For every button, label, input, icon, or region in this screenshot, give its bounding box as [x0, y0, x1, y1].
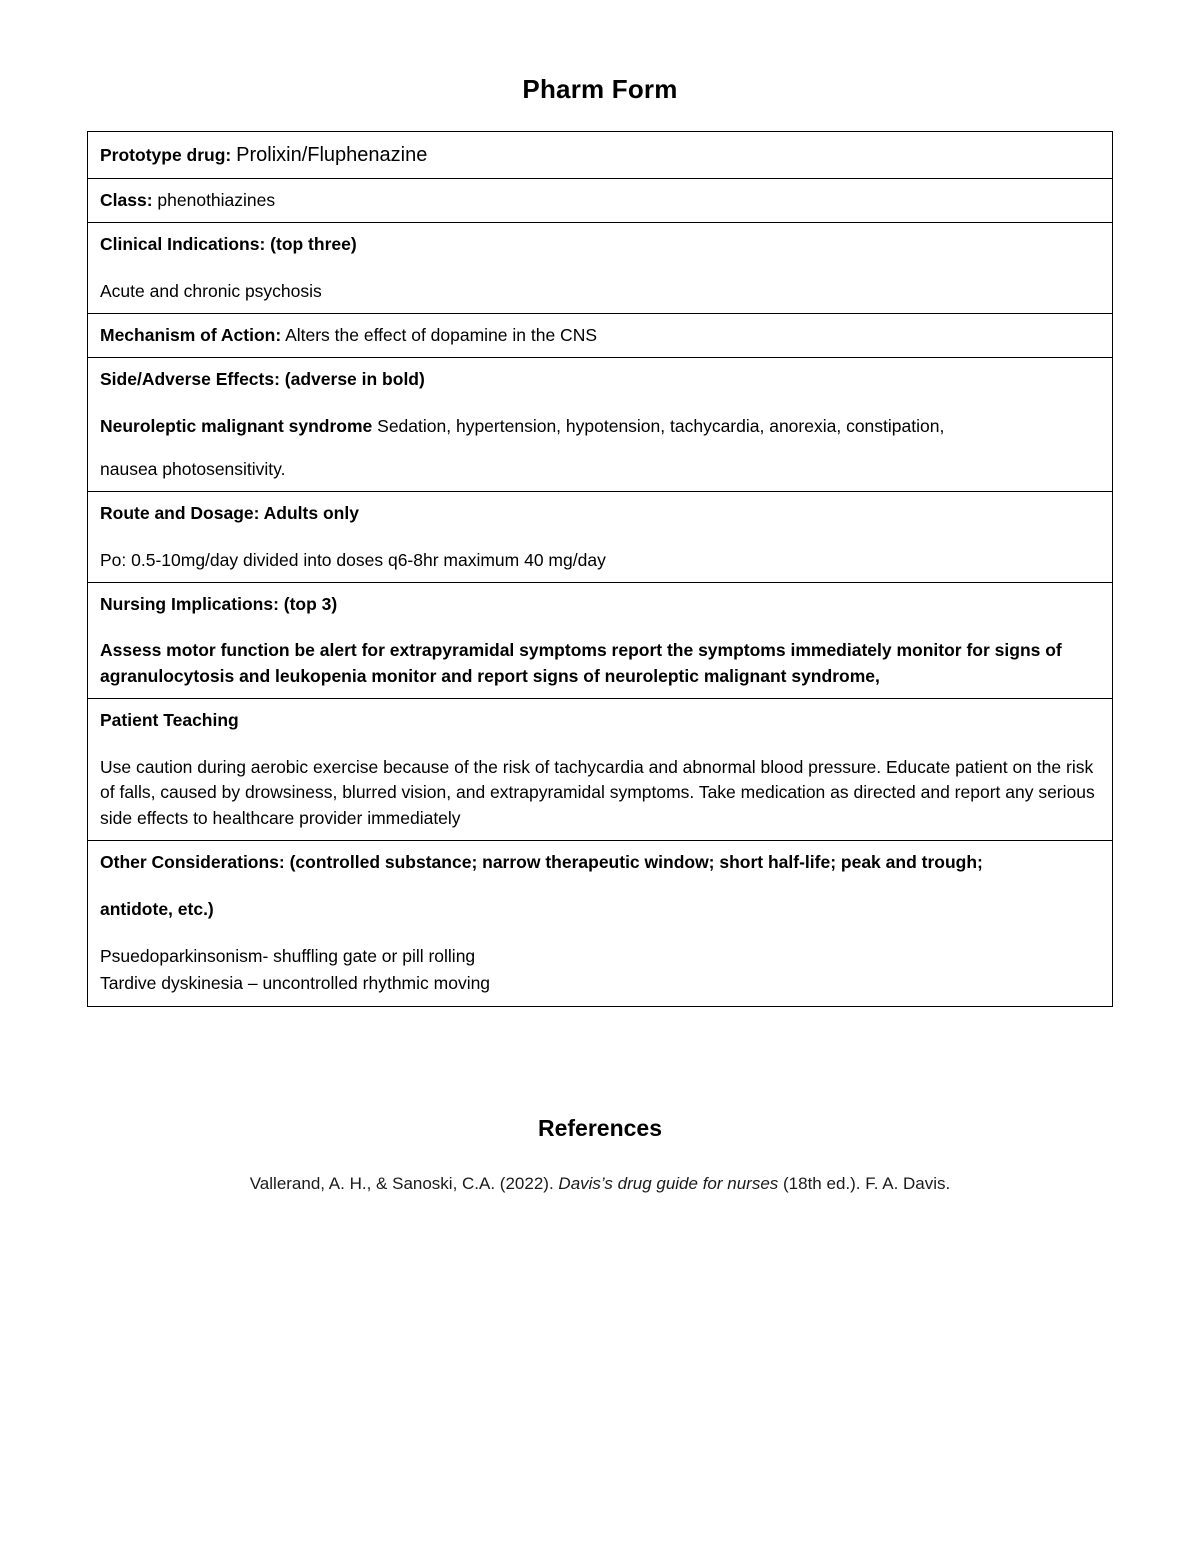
side-adverse-effects-text: Sedation, hypertension, hypotension, tachycardia, anorexia, constipation,: [377, 415, 945, 436]
table-row-prototype-drug: [88, 132, 1113, 179]
prototype-drug-value: Prolixin/Fluphenazine: [236, 144, 428, 166]
other-considerations-label-line2: antidote, etc.): [100, 898, 214, 919]
nursing-implications-value: Assess motor function be alert for extrapyramidal symptoms report the symptoms immediately monitor for signs of agranulocytosis and leukopenia monitor and report signs of neuroleptic malignant syndrome,: [100, 640, 1062, 686]
cell-class: [88, 179, 1113, 223]
references-citation: [72, 1174, 1128, 1194]
side-adverse-effects-value-line2: nausea photosensitivity.: [100, 458, 286, 479]
cell-nursing-implications: [88, 582, 1113, 699]
side-adverse-effects-value: [100, 414, 1100, 439]
table-row-clinical-indications: [88, 223, 1113, 314]
route-and-dosage-label: Route and Dosage: Adults only: [100, 502, 359, 523]
table-row-route-and-dosage: [88, 491, 1113, 582]
other-considerations-value-line2: Tardive dyskinesia – uncontrolled rhythmic moving: [100, 973, 491, 994]
side-adverse-effects-adverse-bold: Neuroleptic malignant syndrome: [100, 415, 373, 436]
mechanism-of-action-value: Alters the effect of dopamine in the CNS: [285, 324, 598, 345]
mechanism-of-action-label: Mechanism of Action:: [100, 324, 282, 345]
route-and-dosage-value: Po: 0.5-10mg/day divided into doses q6-8hr maximum 40 mg/day: [100, 549, 606, 570]
class-value: phenothiazines: [157, 190, 276, 211]
clinical-indications-value: Acute and chronic psychosis: [100, 281, 322, 302]
cell-mechanism-of-action: [88, 313, 1113, 357]
clinical-indications-label: Clinical Indications: (top three): [100, 234, 357, 255]
prototype-drug-label: Prototype drug:: [100, 145, 232, 165]
cell-route-and-dosage: [88, 491, 1113, 582]
table-row-other-considerations: [88, 841, 1113, 1006]
patient-teaching-label: Patient Teaching: [100, 710, 239, 731]
references-heading: References: [537, 1114, 663, 1141]
cell-side-adverse-effects: [88, 357, 1113, 491]
citation-authors-year: Vallerand, A. H., & Sanoski, C.A. (2022).: [249, 1173, 554, 1193]
table-row-mechanism-of-action: [88, 313, 1113, 357]
page-title: Pharm Form: [522, 74, 678, 104]
citation-title: Davis’s drug guide for nurses: [558, 1173, 779, 1193]
pharm-form-table: [87, 131, 1113, 1007]
nursing-implications-label: Nursing Implications: (top 3): [100, 593, 338, 614]
table-row-patient-teaching: [88, 699, 1113, 841]
other-considerations-value-line1: Psuedoparkinsonism- shuffling gate or pill rolling: [100, 945, 476, 966]
side-adverse-effects-label: Side/Adverse Effects: (adverse in bold): [100, 368, 425, 389]
citation-edition-publisher: (18th ed.). F. A. Davis.: [783, 1173, 951, 1193]
cell-other-considerations: [88, 841, 1113, 1006]
cell-patient-teaching: [88, 699, 1113, 841]
class-label: Class:: [100, 190, 153, 211]
cell-prototype-drug: [88, 132, 1113, 179]
cell-clinical-indications: [88, 223, 1113, 314]
table-row-nursing-implications: [88, 582, 1113, 699]
other-considerations-label-line1: Other Considerations: (controlled substance; narrow therapeutic window; short half-life; peak and trough;: [100, 852, 983, 873]
table-row-class: [88, 179, 1113, 223]
table-row-side-adverse-effects: [88, 357, 1113, 491]
patient-teaching-value: Use caution during aerobic exercise because of the risk of tachycardia and abnormal blood pressure. Educate patient on the risk of falls, caused by drowsiness, blurred vision, and extrapyramidal symptoms. Take medication as directed and report any serious side effects to healthcare provider immediately: [100, 756, 1095, 828]
